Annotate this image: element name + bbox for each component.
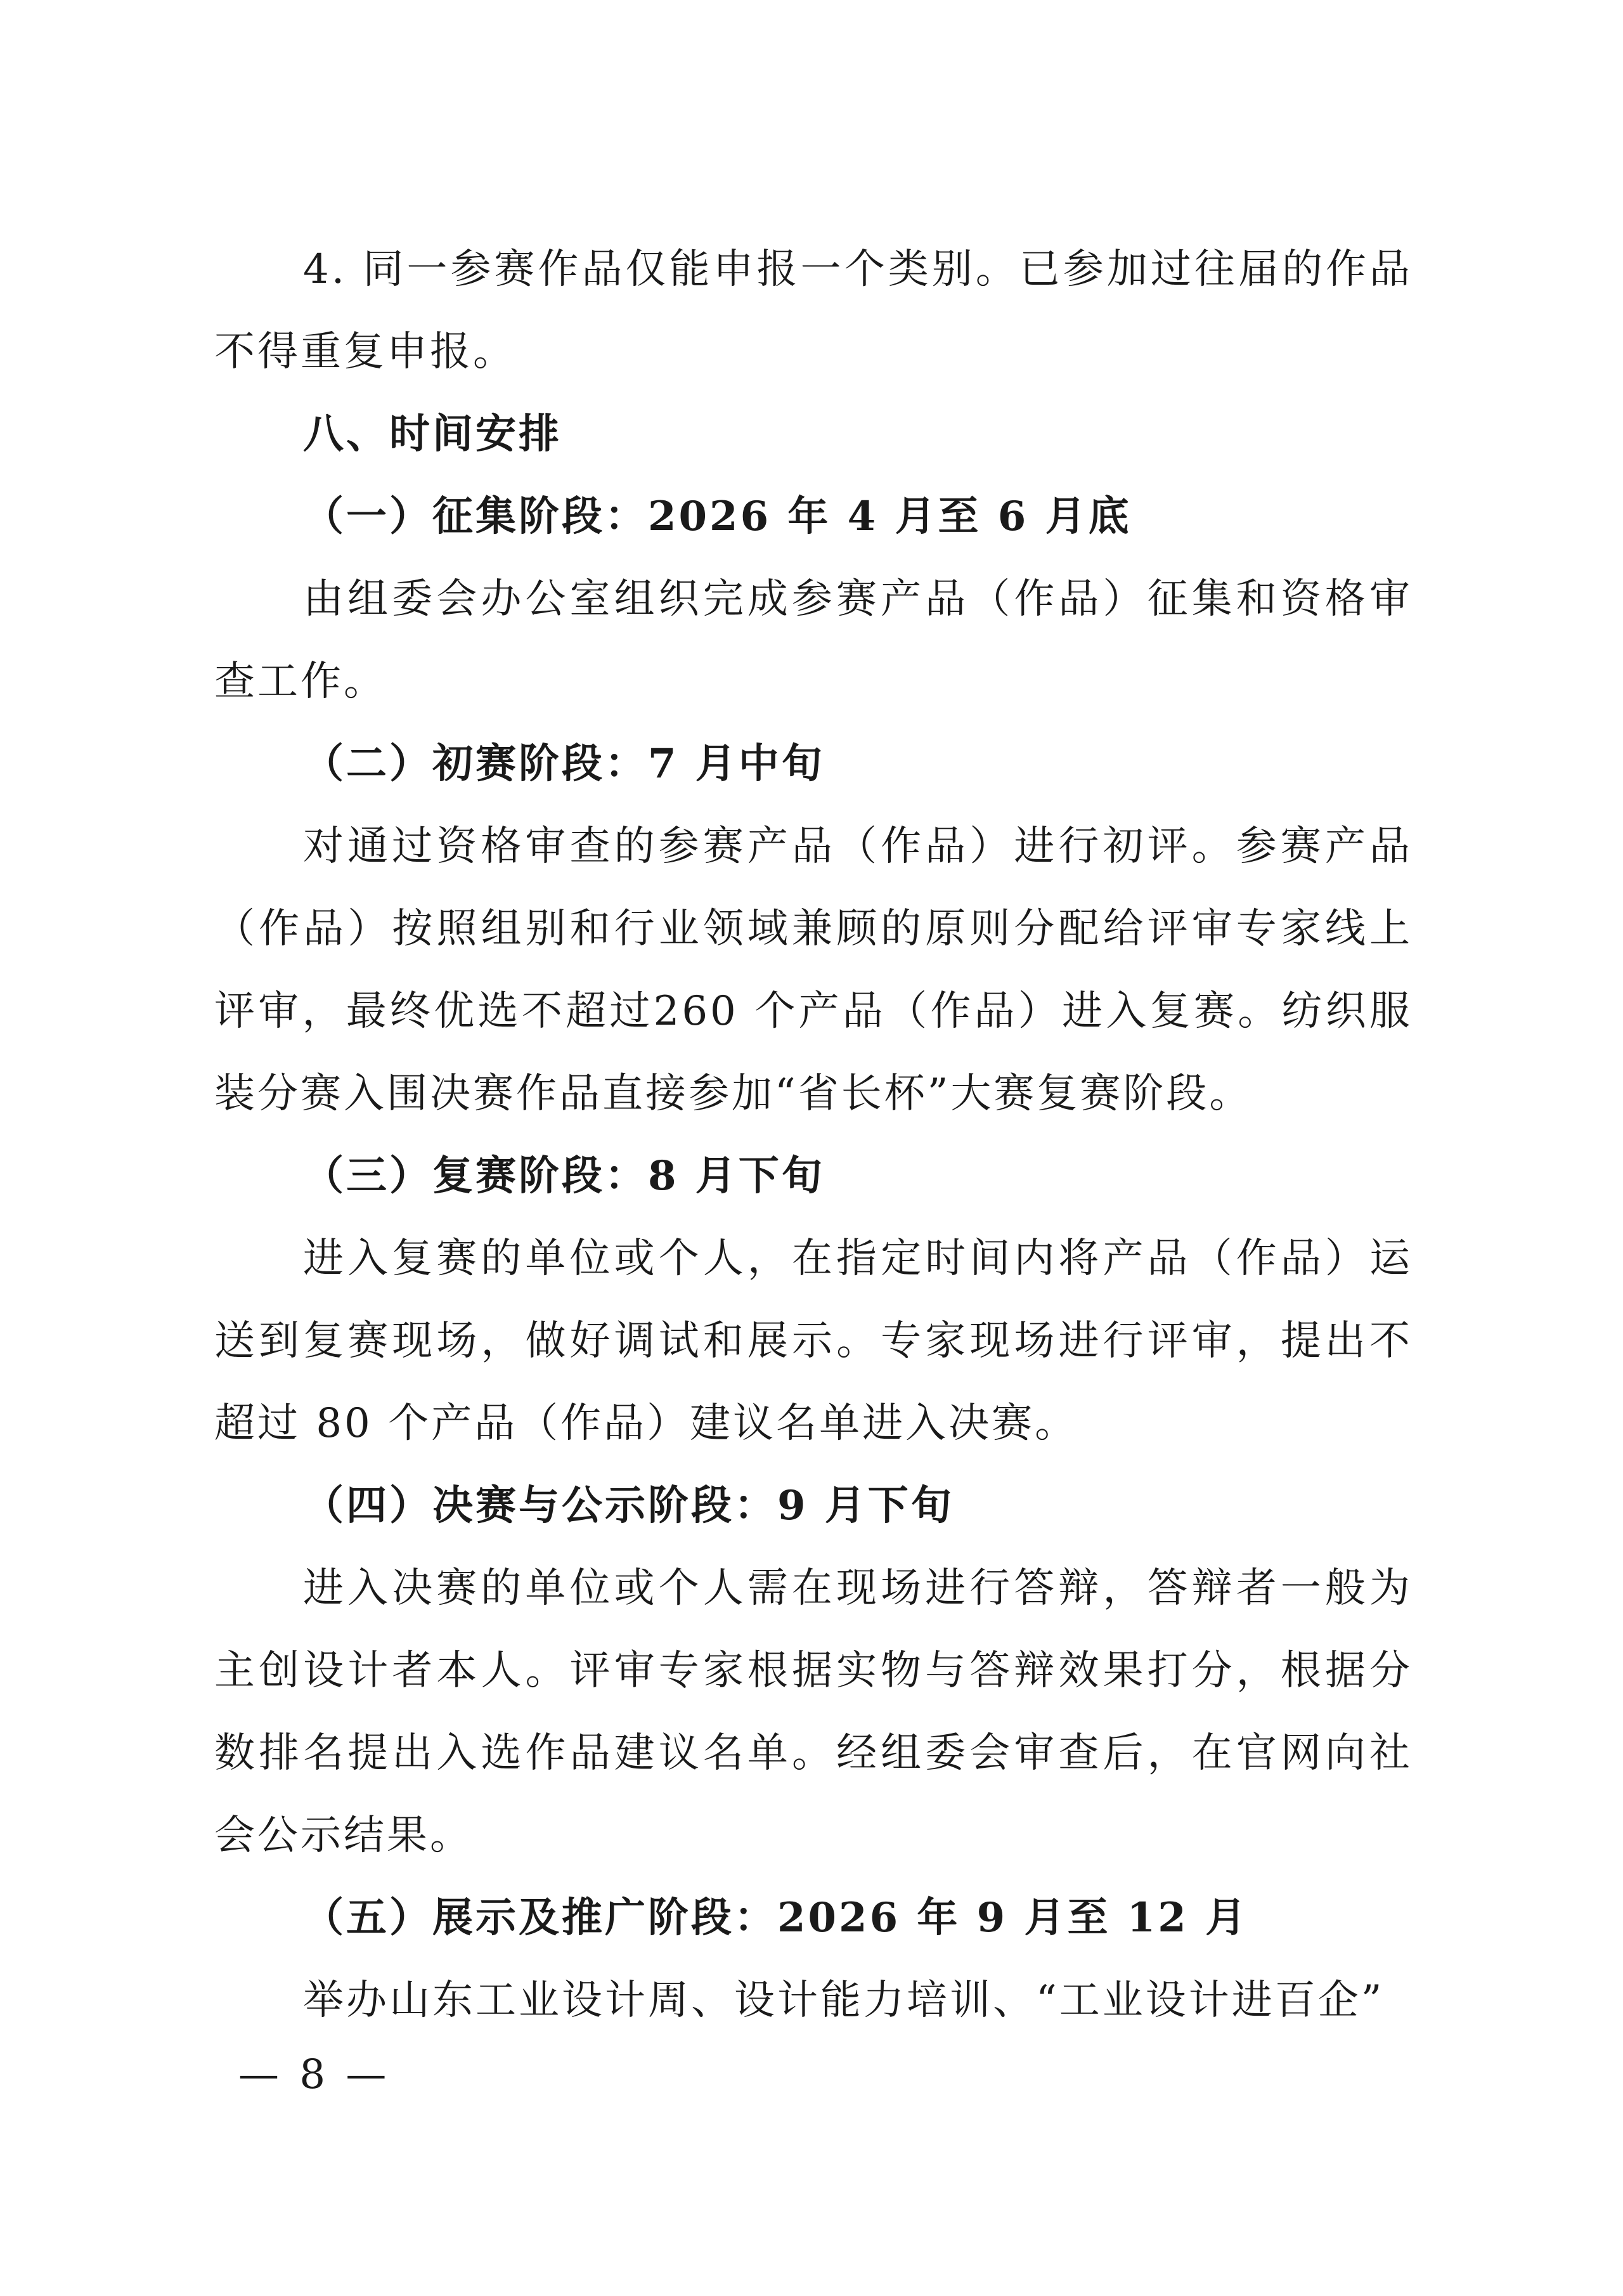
body-text <box>214 228 1413 2042</box>
paragraph-item-4: 4. 同一参赛作品仅能申报一个类别。已参加过往届的作品不得重复申报。 <box>214 246 1413 375</box>
subheading-preliminary-stage: （二）初赛阶段：7 月中旬 <box>303 740 825 788</box>
subheading-semifinal-stage: （三）复赛阶段：8 月下旬 <box>303 1152 825 1200</box>
subheading-final-stage: （四）决赛与公示阶段：9 月下旬 <box>303 1482 954 1529</box>
page-number: — 8 — <box>238 2051 391 2098</box>
section-heading-schedule: 八、时间安排 <box>303 411 562 458</box>
paragraph-preliminary: 对通过资格审查的参赛产品（作品）进行初评。参赛产品（作品）按照组别和行业领域兼顾的原则分配给评审专家线上评审，最终优选不超过260 个产品（作品）进入复赛。纺织服装分赛入围决赛作品直接参加“省长杯”大赛复赛阶段。 <box>214 823 1413 1117</box>
paragraph-promotion: 举办山东工业设计周、设计能力培训、“工业设计进百企” <box>303 1977 1385 2024</box>
paragraph-semifinal: 进入复赛的单位或个人，在指定时间内将产品（作品）运送到复赛现场，做好调试和展示。专家现场进行评审，提出不超过 80 个产品（作品）建议名单进入决赛。 <box>214 1235 1413 1447</box>
subheading-collection-stage: （一）征集阶段：2026 年 4 月至 6 月底 <box>303 493 1132 540</box>
paragraph-final: 进入决赛的单位或个人需在现场进行答辩，答辩者一般为主创设计者本人。评审专家根据实物与答辩效果打分，根据分数排名提出入选作品建议名单。经组委会审查后，在官网向社会公示结果。 <box>214 1565 1413 1859</box>
subheading-promotion-stage: （五）展示及推广阶段：2026 年 9 月至 12 月 <box>303 1894 1249 1942</box>
paragraph-collection: 由组委会办公室组织完成参赛产品（作品）征集和资格审查工作。 <box>214 576 1413 705</box>
